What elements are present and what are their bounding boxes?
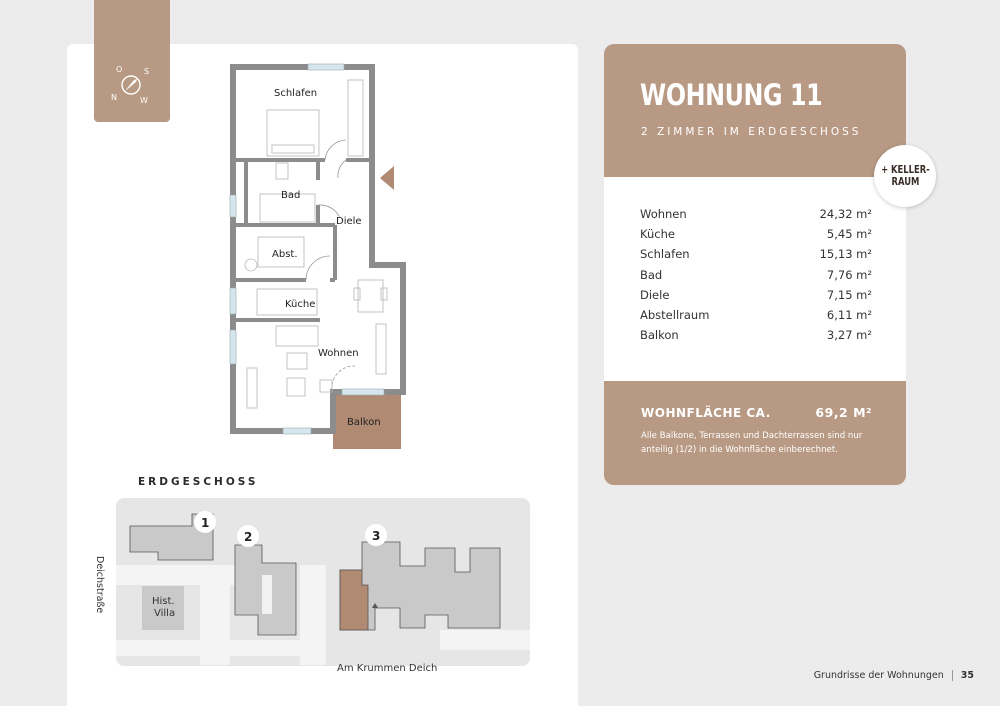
villa-label-line2: Villa (154, 608, 176, 619)
compass-letter-o: O (116, 65, 123, 74)
card-header (604, 44, 906, 177)
apartment-title: WOHNUNG 11 (640, 78, 823, 112)
footer-label: Grundrisse der Wohnungen (813, 670, 944, 681)
compass-letter-s: S (144, 67, 150, 76)
apartment-card (604, 44, 906, 485)
room-row (640, 268, 872, 288)
room-label-abst: Abst. (272, 249, 298, 260)
room-name: Schlafen (640, 247, 690, 262)
room-area-list (604, 177, 906, 381)
room-row (640, 288, 872, 308)
svg-text:1: 1 (201, 516, 210, 530)
svg-text:3: 3 (372, 529, 381, 543)
section-title: ERDGESCHOSS (138, 476, 259, 488)
room-label-balkon: Balkon (347, 417, 381, 428)
room-area: 7,76 m² (826, 267, 872, 282)
compass-icon (94, 0, 170, 122)
room-name: Diele (640, 287, 670, 302)
room-name: Bad (640, 267, 663, 282)
marker-3 (365, 524, 387, 546)
marker-2 (237, 525, 259, 547)
street-label-deichstrasse: Deichstraße (94, 556, 105, 614)
keller-badge (874, 145, 936, 207)
compass-letter-w: W (140, 96, 148, 105)
room-name: Balkon (640, 328, 679, 343)
compass-letter-n: N (111, 93, 117, 102)
svg-text:2: 2 (244, 530, 253, 544)
page-footer (814, 670, 974, 681)
total-area-label: WOHNFLÄCHE CA. (641, 406, 771, 420)
marker-1 (194, 511, 216, 533)
room-name: Küche (640, 227, 675, 242)
footer-separator (952, 670, 953, 681)
room-area: 6,11 m² (826, 307, 872, 322)
room-label-wohnen: Wohnen (318, 348, 359, 359)
room-name: Abstellraum (640, 307, 710, 322)
room-row (640, 328, 872, 348)
street-label-am-krummen-deich: Am Krummen Deich (337, 663, 438, 674)
area-note: Alle Balkone, Terrassen und Dachterrassen sind nur anteilig (1/2) in die Wohnfläche einberechnet. (641, 431, 863, 455)
room-label-diele: Diele (336, 216, 362, 227)
room-label-bad: Bad (281, 190, 301, 201)
apartment-subtitle: 2 ZIMMER IM ERDGESCHOSS (641, 126, 862, 138)
room-area: 24,32 m² (819, 207, 872, 221)
card-footer (604, 381, 906, 485)
room-row (640, 207, 872, 227)
room-name: Wohnen (640, 207, 687, 221)
badge-line2: RAUM (891, 176, 919, 188)
room-row (640, 308, 872, 328)
total-area-value: 69,2 M² (815, 405, 872, 420)
room-area: 3,27 m² (826, 328, 872, 343)
room-label-schlafen: Schlafen (274, 88, 318, 99)
outer-walls (233, 67, 403, 431)
entrance-arrow-icon (380, 166, 394, 190)
page-number: 35 (960, 670, 974, 681)
badge-line1: + KELLER- (880, 164, 930, 176)
room-area: 5,45 m² (826, 227, 872, 242)
compass-tab (94, 0, 170, 122)
floor-plan (200, 60, 410, 455)
room-row (640, 247, 872, 267)
villa-label-line1: Hist. (152, 596, 175, 607)
room-area: 7,15 m² (826, 287, 872, 302)
room-label-kueche: Küche (285, 299, 316, 310)
site-plan (85, 496, 545, 696)
room-row (640, 227, 872, 247)
room-area: 15,13 m² (819, 247, 872, 262)
